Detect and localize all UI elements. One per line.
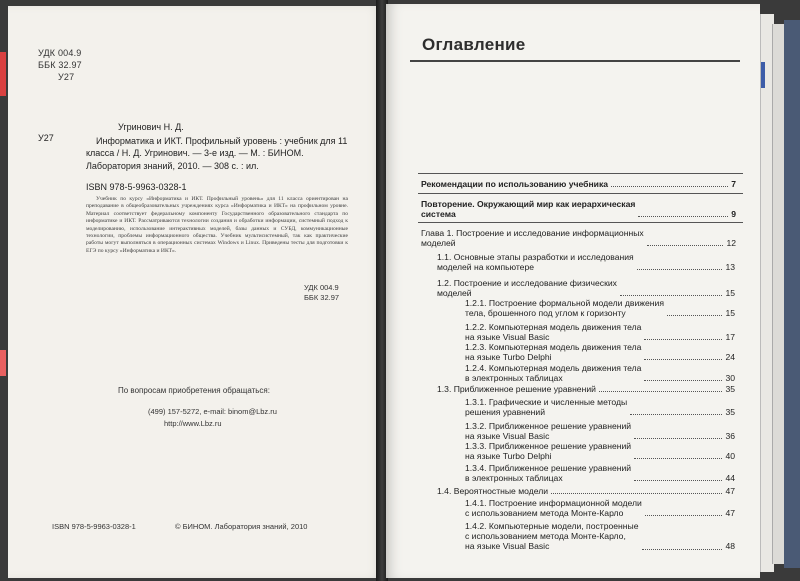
author-name: Угринович Н. Д. bbox=[118, 122, 184, 132]
toc-leader-dots bbox=[611, 186, 728, 187]
udk-code: УДК 004.9 bbox=[38, 48, 82, 58]
red-edge-mark bbox=[0, 52, 6, 96]
toc-leader-dots bbox=[645, 515, 723, 516]
toc-entry bbox=[465, 521, 735, 552]
toc-leader-dots bbox=[644, 380, 722, 381]
section-divider bbox=[418, 193, 743, 194]
toc-page-number: 15 bbox=[725, 308, 735, 319]
toc-entry-title: Глава 1. Построение и исследование информационных моделей bbox=[421, 228, 644, 249]
toc-leader-dots bbox=[634, 438, 722, 439]
section-divider bbox=[418, 222, 743, 223]
udk-small: УДК 004.9 bbox=[304, 283, 339, 292]
section-divider bbox=[418, 173, 743, 174]
toc-page-number: 12 bbox=[726, 238, 736, 249]
contact-phone: (499) 157-5272, e-mail: binom@Lbz.ru bbox=[148, 407, 277, 416]
title-underline bbox=[410, 60, 740, 62]
side-code: У27 bbox=[38, 133, 54, 143]
toc-entry-title: 1.3.2. Приближенное решение уравнений на языке Visual Basic bbox=[465, 421, 632, 442]
bbk-small: ББК 32.97 bbox=[304, 293, 340, 302]
toc-entry bbox=[465, 322, 735, 342]
toc-leader-dots bbox=[647, 245, 724, 246]
toc-entry bbox=[421, 179, 736, 189]
toc-entry-title: 1.2.1. Построение формальной модели движения тела, брошенного под углом к горизонту bbox=[465, 298, 664, 319]
toc-leader-dots bbox=[644, 359, 722, 360]
toc-entry-title: 1.4. Вероятностные модели bbox=[437, 486, 549, 496]
contact-website: http://www.Lbz.ru bbox=[164, 419, 222, 428]
toc-entry bbox=[437, 384, 735, 394]
toc-entry-title: 1.3.4. Приближенное решение уравнений в электронных таблицах bbox=[465, 463, 632, 484]
toc-leader-dots bbox=[644, 339, 722, 340]
toc-page-number: 48 bbox=[725, 541, 735, 552]
toc-entry bbox=[465, 342, 735, 362]
toc-page-number: 7 bbox=[731, 179, 736, 189]
toc-entry bbox=[421, 199, 736, 219]
author-code: У27 bbox=[58, 72, 75, 82]
toc-leader-dots bbox=[599, 391, 722, 392]
toc-leader-dots bbox=[637, 269, 723, 270]
annotation: Учебник по курсу «Информатика и ИКТ. Профильный уровень» для 11 класса ориентирован на преподавание в общеобразовательных учреждениях курса «Информатика и ИКТ» на профильном уровне. Материал соответствует федеральному компоненту Государственного образовательного стандарта по информатике и ИКТ. Рассматриваются технологии создания и обработки информации, системный подход к моделированию, использование интерактивных моделей, базы данных и СУБД, коммуникационные технологии, проблемы информационного общества. Учебник мультисистемный, так как практические работы могут выполняться в операционных системах Windows и Linux. Приведены тесты для подготовки к ЕГЭ по курсу «Информатика и ИКТ». bbox=[86, 196, 348, 254]
toc-leader-dots bbox=[634, 480, 722, 481]
toc-entry bbox=[437, 486, 735, 496]
toc-entry-title: 1.3.1. Графические и численные методы решения уравнений bbox=[465, 397, 628, 418]
toc-entry bbox=[465, 441, 735, 461]
toc-entry-title: 1.2.3. Компьютерная модель движения тела на языке Turbo Delphi bbox=[465, 342, 642, 363]
page-title: Оглавление bbox=[422, 35, 526, 54]
toc-entry bbox=[465, 363, 735, 383]
toc-page-number: 35 bbox=[725, 407, 735, 418]
toc-entry bbox=[437, 252, 735, 272]
toc-entry-title: 1.4.1. Построение информационной модели с использованием метода Монте-Карло bbox=[465, 498, 642, 519]
toc-entry-title: 1.2. Построение и исследование физических моделей bbox=[437, 278, 617, 299]
toc-page-number: 47 bbox=[725, 508, 735, 519]
inquiry-text: По вопросам приобретения обращаться: bbox=[118, 386, 270, 395]
toc-entry bbox=[465, 463, 735, 483]
toc-entry-title: 1.3. Приближенное решение уравнений bbox=[437, 384, 596, 394]
toc-entry-title: 1.3.3. Приближенное решение уравнений на языке Turbo Delphi bbox=[465, 441, 632, 462]
toc-leader-dots bbox=[634, 458, 722, 459]
toc-leader-dots bbox=[551, 493, 722, 494]
toc-entry-title: 1.2.2. Компьютерная модель движения тела на языке Visual Basic bbox=[465, 322, 642, 343]
left-page bbox=[8, 6, 384, 578]
isbn-footer: ISBN 978-5-9963-0328-1 bbox=[52, 522, 136, 531]
toc-entry bbox=[437, 278, 735, 298]
toc-page-number: 35 bbox=[725, 384, 735, 394]
toc-entry bbox=[465, 298, 735, 318]
bbk-code: ББК 32.97 bbox=[38, 60, 82, 70]
toc-page-number: 15 bbox=[725, 288, 735, 299]
blue-edge-mark bbox=[761, 62, 765, 88]
toc-page-number: 30 bbox=[725, 373, 735, 384]
toc-entry-title: Рекомендации по использованию учебника bbox=[421, 179, 609, 189]
toc-leader-dots bbox=[642, 549, 723, 550]
red-edge-mark-lower bbox=[0, 350, 6, 376]
toc-leader-dots bbox=[667, 315, 722, 316]
bibliographic-record: Информатика и ИКТ. Профильный уровень : учебник для 11 класса / Н. Д. Угринович. — 3-е изд. — М. : БИНОМ. Лаборатория знаний, 2010. — 308 с. : ил. bbox=[86, 136, 348, 171]
toc-page-number: 36 bbox=[725, 431, 735, 442]
toc-page-number: 17 bbox=[725, 332, 735, 343]
toc-leader-dots bbox=[620, 295, 723, 296]
toc-leader-dots bbox=[630, 414, 722, 415]
toc-page-number: 24 bbox=[725, 352, 735, 363]
toc-leader-dots bbox=[638, 216, 728, 217]
toc-entry-title: 1.1. Основные этапы разработки и исследования моделей на компьютере bbox=[437, 252, 634, 273]
toc-entry-title: 1.2.4. Компьютерная модель движения тела в электронных таблицах bbox=[465, 363, 642, 384]
toc-page-number: 13 bbox=[725, 262, 735, 273]
toc-entry-title: Повторение. Окружающий мир как иерархическая система bbox=[421, 199, 636, 220]
toc-page-number: 9 bbox=[731, 209, 736, 220]
toc-page-number: 44 bbox=[725, 473, 735, 484]
toc-entry bbox=[465, 421, 735, 441]
page-edge bbox=[772, 24, 784, 564]
toc-entry bbox=[421, 228, 736, 248]
toc-entry-title: 1.4.2. Компьютерные модели, построенные с использованием метода Монте-Карло, на языке Visual Basic bbox=[465, 521, 639, 552]
toc-entry bbox=[465, 498, 735, 518]
isbn: ISBN 978-5-9963-0328-1 bbox=[86, 182, 187, 192]
cover-edge bbox=[784, 20, 800, 568]
toc-entry bbox=[465, 397, 735, 417]
toc-page-number: 47 bbox=[725, 486, 735, 496]
toc-page-number: 40 bbox=[725, 451, 735, 462]
copyright: © БИНОМ. Лаборатория знаний, 2010 bbox=[175, 522, 308, 531]
